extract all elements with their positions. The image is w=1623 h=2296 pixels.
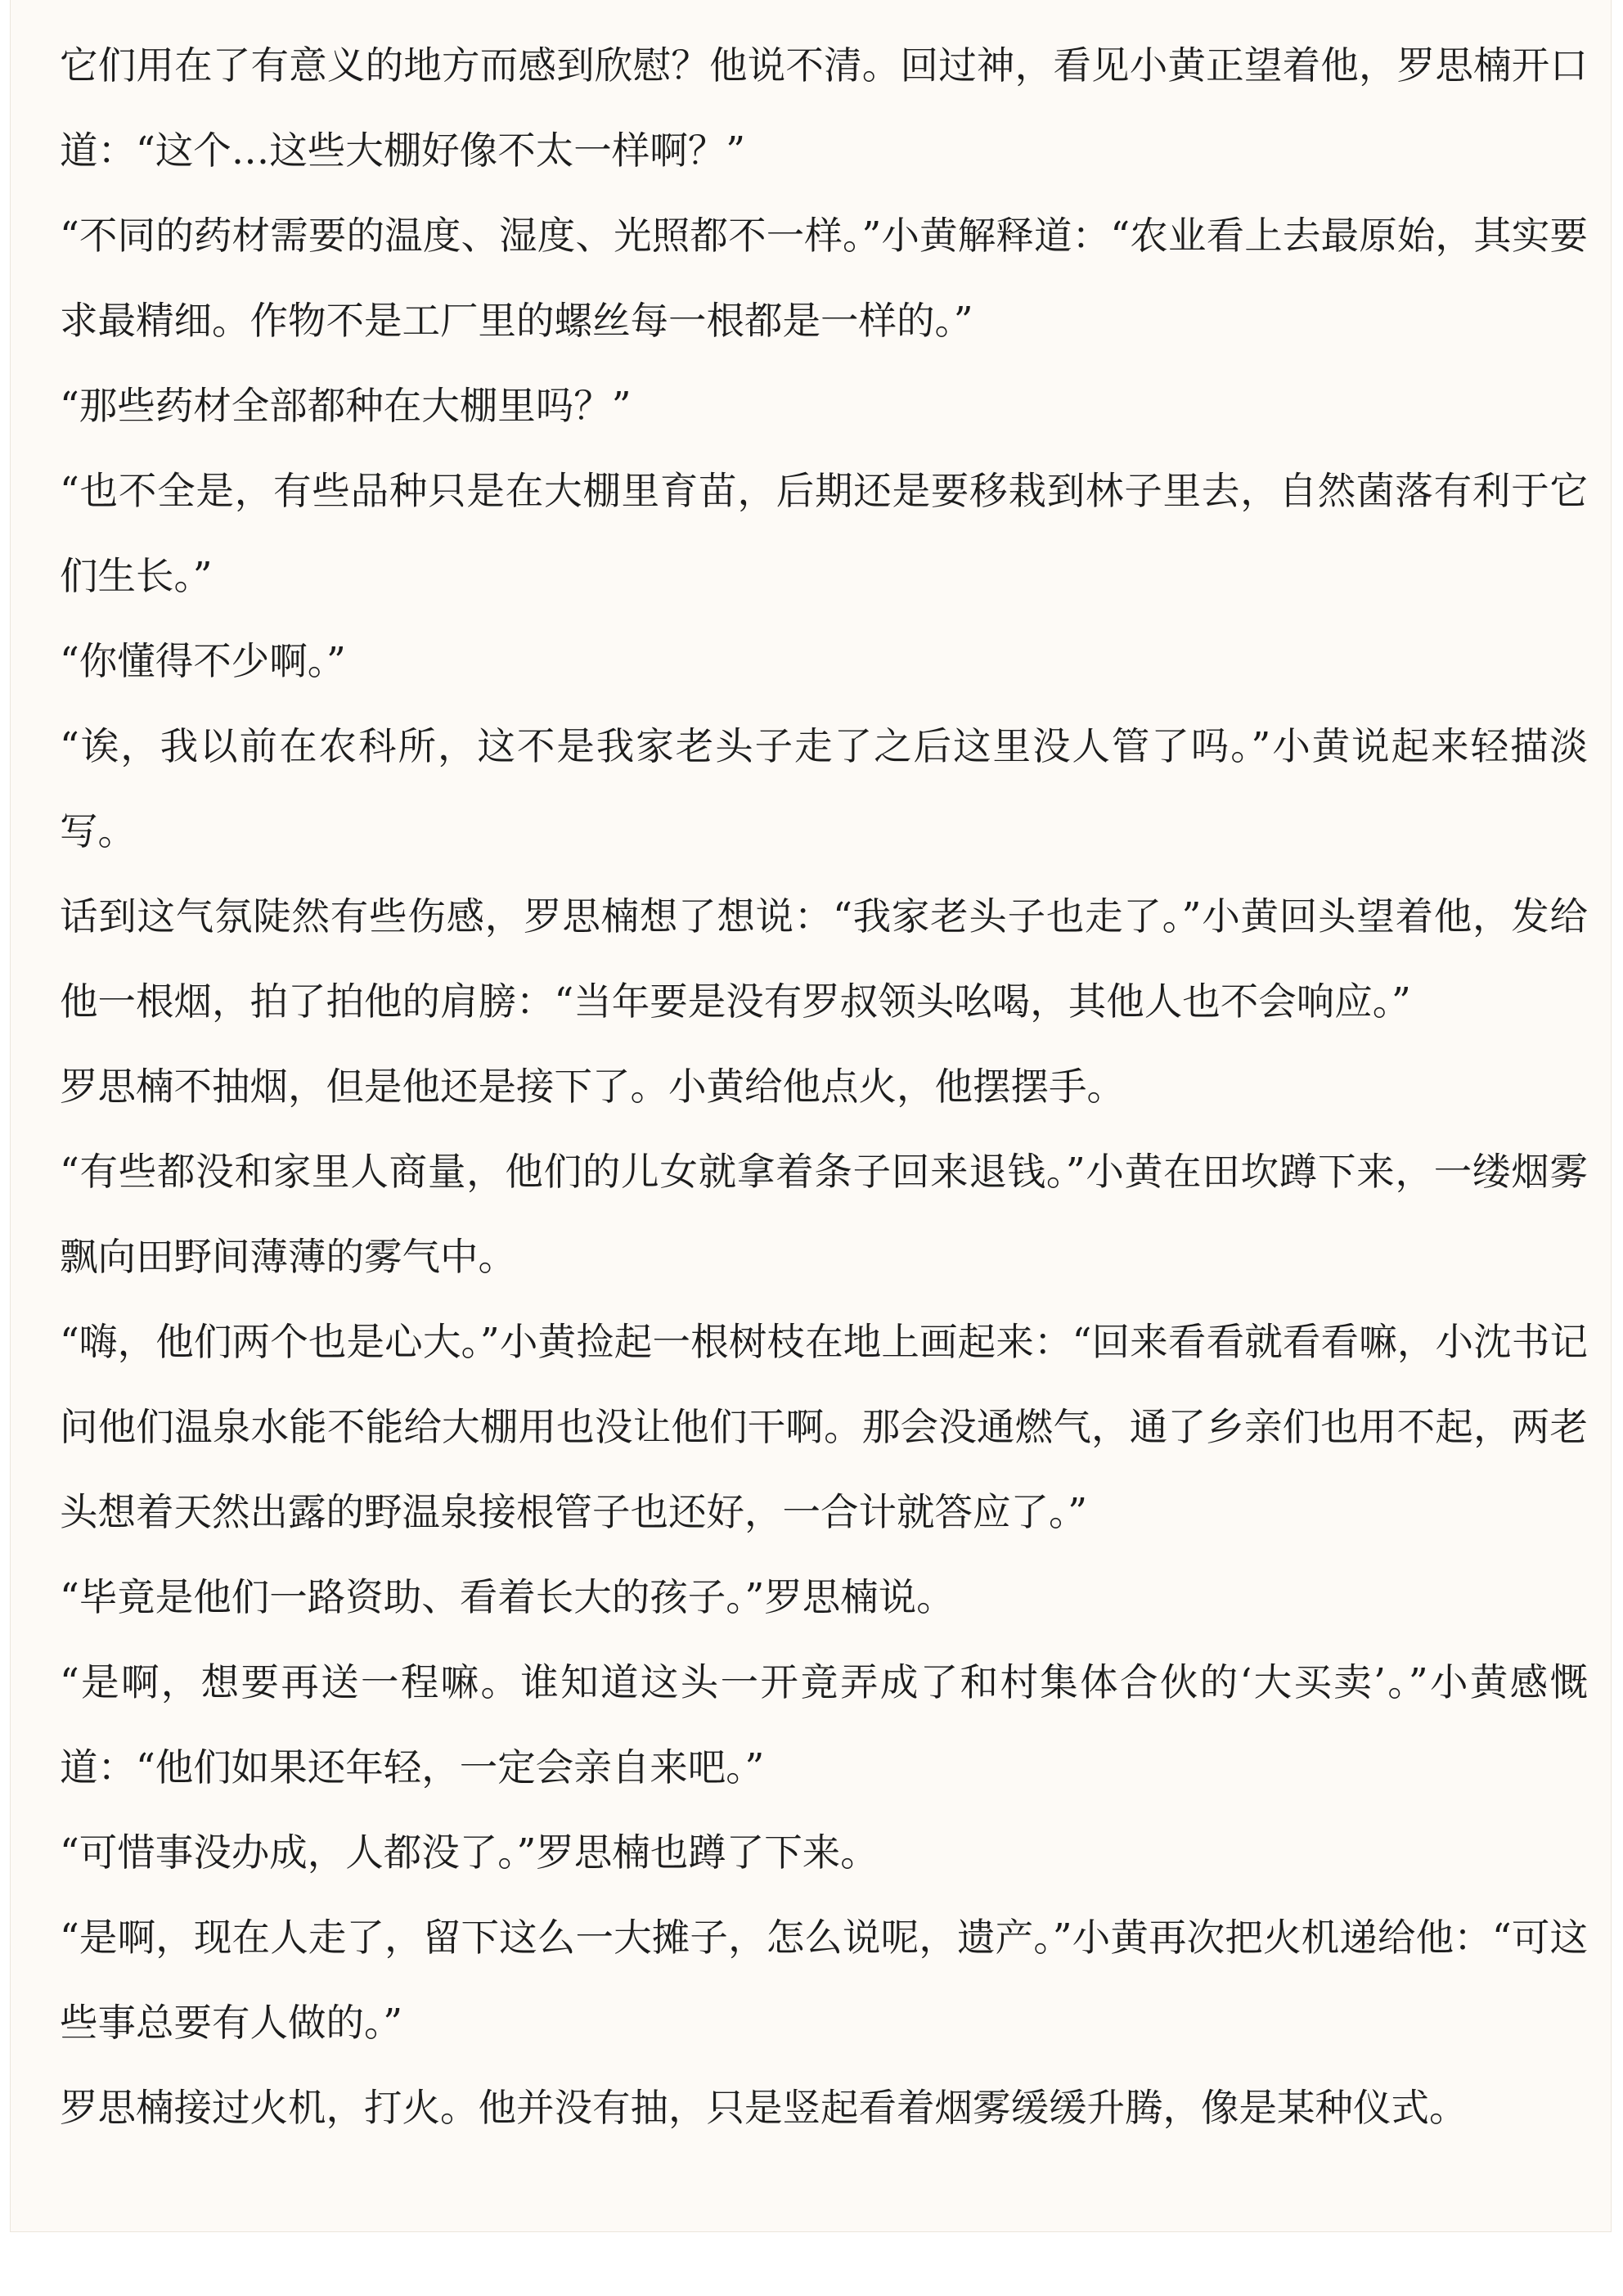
paragraph: “你懂得不少啊。” [60, 639, 346, 683]
paragraph: “不同的药材需要的温度、湿度、光照都不一样。”小黄解释道：“农业看上去最原始，其实要求最精细。作物不是工厂里的螺丝每一根都是一样的。” [60, 214, 1588, 343]
paragraph: “嗨，他们两个也是心大。”小黄捡起一根树枝在地上画起来：“回来看看就看看嘛，小沈书记问他们温泉水能不能给大棚用也没让他们干啊。那会没通燃气，通了乡亲们也用不起，两老头想着天然出露的野温泉接根管子也还好，一合计就答应了。” [60, 1320, 1588, 1534]
paragraph: “有些都没和家里人商量，他们的儿女就拿着条子回来退钱。”小黄在田坎蹲下来，一缕烟雾飘向田野间薄薄的雾气中。 [60, 1150, 1588, 1279]
paragraph: “可惜事没办成，人都没了。”罗思楠也蹲了下来。 [60, 1830, 879, 1875]
paragraph: 它们用在了有意义的地方而感到欣慰？他说不清。回过神，看见小黄正望着他，罗思楠开口道：“这个…这些大棚好像不太一样啊？” [60, 43, 1588, 173]
paragraph: “是啊，想要再送一程嘛。谁知道这头一开竟弄成了和村集体合伙的‘大买卖’。”小黄感慨道：“他们如果还年轻，一定会亲自来吧。” [60, 1660, 1588, 1790]
paragraph: “诶，我以前在农科所，这不是我家老头子走了之后这里没人管了吗。”小黄说起来轻描淡写。 [60, 724, 1588, 853]
paragraph: 罗思楠不抽烟，但是他还是接下了。小黄给他点火，他摆摆手。 [60, 1065, 1125, 1109]
paragraph: “也不全是，有些品种只是在大棚里育苗，后期还是要移栽到林子里去，自然菌落有利于它们生长。” [60, 469, 1588, 598]
paragraph: 话到这气氛陡然有些伤感，罗思楠想了想说：“我家老头子也走了。”小黄回头望着他，发给他一根烟，拍了拍他的肩膀：“当年要是没有罗叔领头吆喝，其他人也不会响应。” [60, 894, 1588, 1024]
paragraph: 罗思楠接过火机，打火。他并没有抽，只是竖起看着烟雾缓缓升腾，像是某种仪式。 [60, 2086, 1468, 2130]
body-text [60, 23, 1588, 2150]
document-page [10, 0, 1612, 2232]
paragraph: “毕竟是他们一路资助、看着长大的孩子。”罗思楠说。 [60, 1575, 955, 1619]
paragraph: “那些药材全部都种在大棚里吗？” [60, 384, 632, 428]
paragraph: “是啊，现在人走了，留下这么一大摊子，怎么说呢，遗产。”小黄再次把火机递给他：“可这些事总要有人做的。” [60, 1916, 1588, 2045]
